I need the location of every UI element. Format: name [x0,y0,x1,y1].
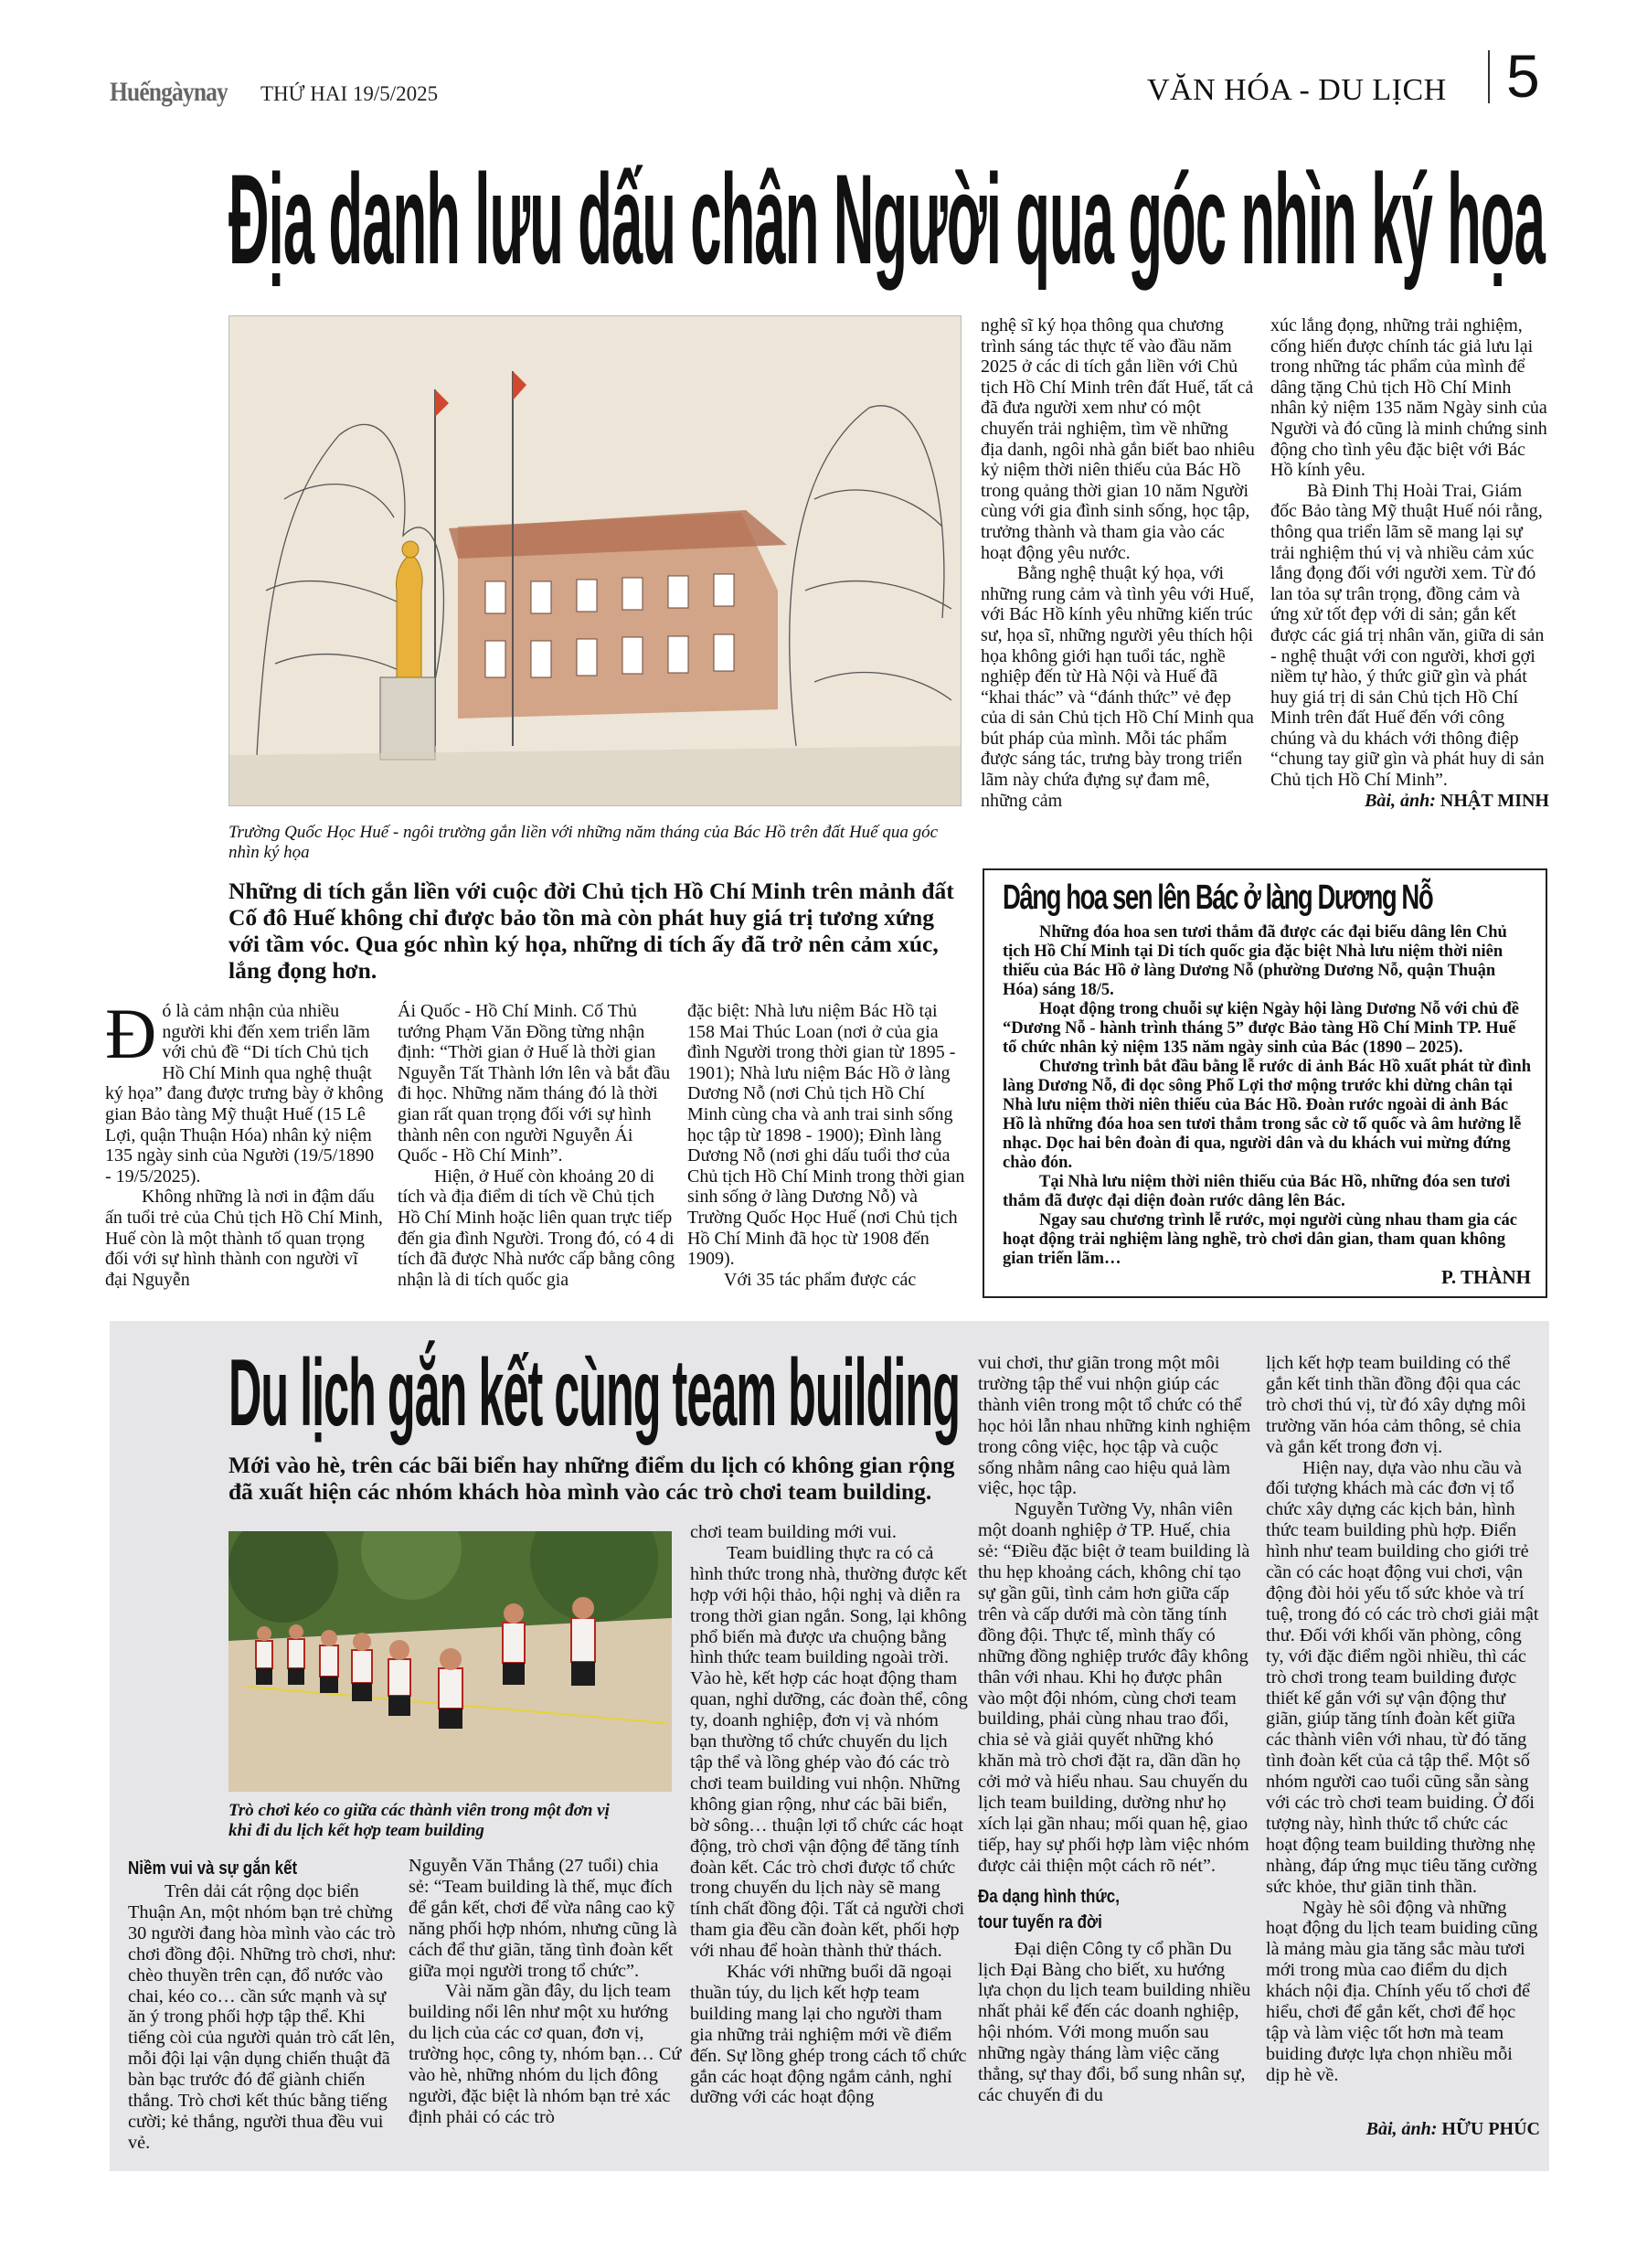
issue-date: THỨ HAI 19/5/2025 [260,82,439,105]
paragraph: Nguyễn Văn Thắng (27 tuổi) chia sẻ: “Team building là thế, mục đích để gắn kết, chơi để vừa nâng cao kỹ năng phối hợp nhóm, nhưng cũng là cách để thư giãn, tăng tình đoàn kết giữa mọi người trong tổ chức”. [409,1856,677,1981]
article1-lead: Những di tích gắn liền với cuộc đời Chủ tịch Hồ Chí Minh trên mảnh đất Cố đô Huế không chỉ được bảo tồn mà còn phát huy giá trị tương xứng với tầm vóc. Qua góc nhìn ký họa, những di tích ấy đã trở nên cảm xúc, lắng đọng hơn. [228,878,954,984]
paragraph: Hiện, ở Huế còn khoảng 20 di tích và địa điểm di tích về Chủ tịch Hồ Chí Minh hoặc liên quan trực tiếp đến gia đình Người. Trong đó, có 4 di tích đã được Nhà nước cấp bằng công nhận là di tích quốc gia [398,1166,675,1290]
article1-column-5 [1270,315,1549,811]
article2-column-1 [128,1856,402,2154]
article2-column-2 [409,1856,683,2128]
paragraph: Không những là nơi in đậm dấu ấn tuổi trẻ của Chủ tịch Hồ Chí Minh, Huế còn là một thành tố quan trọng đối với sự hình thành con người vĩ đại Nguyễn [105,1187,383,1290]
article2-byline [1266,2119,1540,2140]
byline-author: NHẬT MINH [1440,790,1549,811]
paragraph: Chương trình bắt đầu bằng lễ rước di ảnh Bác Hồ xuất phát từ đình làng Dương Nỗ, đi dọc sông Phổ Lợi thơ mộng trước khi dừng chân tại Nhà lưu niệm thời niên thiếu của Bác Hồ. Đoàn rước ngoài di ảnh Bác Hồ là những đóa hoa sen tươi thắm trong sắc cờ tổ quốc và âm hưởng lễ nhạc. Dọc hai bên đoàn đi qua, người dân và du khách vui mừng đứng chào đón. [1003,1058,1531,1172]
article1-sketch-image [228,315,962,806]
article1-column-1 [105,994,384,1290]
subheading-line: tour tuyến ra đời [978,1911,1102,1933]
paragraph: vui chơi, thư giãn trong một môi trường tập thể vui nhộn giúp các thành viên trong một tổ chức có thể học hỏi lẫn nhau những kinh nghiệm trong công việc, học tập và cuộc sống nhằm nâng cao hiệu quả làm việc, học tập. [978,1353,1251,1499]
paragraph: Team buidling thực ra có cả hình thức trong nhà, thường được kết hợp với hội thảo, hội nghị và diễn ra trong thời gian ngắn. Song, lại không phổ biến mà được ưa chuộng bằng hình thức team building ngoài trời. Vào hè, kết hợp các hoạt động tham quan, nghỉ dưỡng, các đoàn thể, công ty, doanh nghiệp, đơn vị và nhóm bạn thường tổ chức chuyến du lịch tập thể và lồng ghép vào đó các trò chơi team building vui nhộn. Những không gian rộng, như các bãi biển, bờ sông… thuận lợi tổ chức các hoạt động, trò chơi vận động để tăng tính đoàn kết. Các trò chơi được tổ chức trong chuyến du lịch này sẽ mang tính chất đồng đội. Tất cả người chơi tham gia đều cần đoàn kết, phối hợp với nhau để hoàn thành thử thách. [690,1542,968,1962]
paragraph: Tại Nhà lưu niệm thời niên thiếu của Bác Hồ, những đóa sen tươi thắm đã được đại diện đoàn rước dâng lên Bác. [1003,1173,1511,1210]
paragraph: ó là cảm nhận của nhiều người khi đến xem triển lãm với chủ đề “Di tích Chủ tịch Hồ Chí Minh qua nghệ thuật ký họa” đang được trưng bày ở không gian Bảo tàng Mỹ thuật Huế (15 Lê Lợi, quận Thuận Hóa) nhân kỷ niệm 135 ngày sinh của Người (19/5/1890 - 19/5/2025). [105,1001,384,1187]
paragraph: lịch kết hợp team building có thể gắn kết tinh thần đồng đội qua các trò chơi thú vị, từ đó xây dựng môi trường văn hóa cảm thông, sẻ chia và gắn kết trong đơn vị. [1266,1353,1526,1457]
paragraph: nghệ sĩ ký họa thông qua chương trình sáng tác thực tế vào đầu năm 2025 ở các di tích gắn liền với Chủ tịch Hồ Chí Minh trên đất Huế, tất cả đã đưa người xem như có một chuyến trải nghiệm, tìm về những địa danh, ngôi nhà gắn biết bao nhiêu kỷ niệm thời niên thiếu của Bác Hồ trong quảng thời gian 10 năm Người cùng với gia đình sinh sống, học tập, trưởng thành và tham gia vào các hoạt động yêu nước. [981,315,1255,563]
subheading [978,1884,1252,1935]
article1-column-4 [981,315,1255,811]
article2-title: Du lịch gắn kết cùng team building [228,1340,960,1446]
article1-byline [1270,791,1549,812]
article1-caption: Trường Quốc Học Huế - ngôi trường gắn liền với những năm tháng của Bác Hồ trên đất Huế qua góc nhìn ký họa [228,823,939,862]
header-divider [1488,50,1490,103]
paragraph: Ái Quốc - Hồ Chí Minh. Cố Thủ tướng Phạm Văn Đồng từng nhận định: “Thời gian ở Huế là thời gian Nguyễn Tất Thành lớn lên và bắt đầu đi học. Những năm tháng đó là thời gian rất quan trọng đối với sự hình thành nên con người Nguyễn Ái Quốc - Hồ Chí Minh”. [398,1001,671,1166]
paragraph: Nguyễn Tường Vy, nhân viên một doanh nghiệp ở TP. Huế, chia sẻ: “Điều đặc biệt ở team building là thu hẹp khoảng cách, không chỉ tạo sự gần gũi, tình cảm hơn giữa cấp trên và cấp dưới mà còn tăng tính đồng đội. Thực tế, mình thấy có những đồng nghiệp trước đây không thân với nhau. Khi họ được phân vào một đội nhóm, cùng chơi team building, phải cùng nhau trao đổi, chia sẻ và giải quyết những khó khăn mà trò chơi đặt ra, dần dần họ cởi mở và hiểu nhau. Sau chuyến du lịch team building, dường như họ xích lại gần nhau; mối quan hệ, giao tiếp, hay sự phối hợp làm việc nhóm được cải thiện một cách rõ nét”. [978,1499,1250,1876]
sketch-drawing [229,316,961,805]
article1-column-2 [398,1001,676,1290]
paragraph: Bà Đinh Thị Hoài Trai, Giám đốc Bảo tàng Mỹ thuật Huế nói rằng, thông qua triển lãm sẽ mang lại sự trải nghiệm thú vị và nhiều cảm xúc lắng đọng đối với người xem. Từ đó lan tỏa sự trân trọng, đồng cảm và ứng xử tốt đẹp với di sản; gắn kết được các giá trị nhân văn, giữa di sản - nghệ thuật với con người, khơi gợi niềm tự hào, ý thức giữ gìn và phát huy giá trị di sản Chủ tịch Hồ Chí Minh trên đất Huế đến với công chúng và du khách với thông điệp “chung tay giữ gìn và phát huy di sản Chủ tịch Hồ Chí Minh”. [1270,480,1545,791]
box-byline: P. THÀNH [1440,1266,1531,1288]
paragraph: xúc lắng đọng, những trải nghiệm, cống hiến được chính tác giả lưu lại trong những tác phẩm của mình để dâng tặng Chủ tịch Hồ Chí Minh nhân kỷ niệm 135 năm Ngày sinh của Người và đó cũng là minh chứng sinh động cho tình yêu đặc biệt với Bác Hồ kính yêu. [1270,315,1547,481]
box-title: Dâng hoa sen lên Bác ở làng Dương Nỗ [1003,878,1433,917]
newspaper-logo: Huếngàynay [110,77,228,107]
paragraph: Hoạt động trong chuỗi sự kiện Ngày hội làng Dương Nỗ với chủ đề “Dương Nỗ - hành trình tháng 5” được Bảo tàng Hồ Chí Minh TP. Huế tổ chức nhân kỷ niệm 135 năm ngày sinh của Bác (1890 – 2025). [1003,1000,1519,1057]
box-body [1003,923,1533,1269]
paragraph: Hiện nay, dựa vào nhu cầu và đối tượng khách mà các đơn vị tổ chức xây dựng các kịch bản, hình thức team building phù hợp. Điển hình như team building cho giới trẻ cần có các hoạt động vui chơi, vận động đòi hỏi yếu tố sức khỏe và trí tuệ, trong đó có các trò chơi giải mật thư. Đối với khối văn phòng, công ty, với đặc điểm ngồi nhiều, thì các trò chơi trong team building được thiết kế gắn với sự vận động thư giãn, giúp tăng tính đoàn kết giữa các thành viên với nhau, từ đó tăng tình đoàn kết của cả tập thể. Một số nhóm người cao tuổi cũng sẵn sàng với các trò chơi team buiding. Ở đối tượng này, hình thức tổ chức các hoạt động team building thường nhẹ nhàng, đáp ứng mục tiêu tăng cường sức khỏe, thư giãn tinh thần. [1266,1457,1539,1897]
byline-label: Bài, ảnh: [1365,2118,1438,2139]
article2-caption: Trò chơi kéo co giữa các thành viên trong một đơn vị khi đi du lịch kết hợp team building [228,1801,610,1840]
paragraph: Đại diện Công ty cổ phần Du lịch Đại Bàng cho biết, xu hướng lựa chọn du lịch team building nhiều nhất phải kể đến các doanh nghiệp, hội nhóm. Với mong muốn sau những ngày tháng làm việc căng thẳng, sự thay đổi, bổ sung nhân sự, các chuyến đi du [978,1938,1251,2105]
paragraph: chơi team building mới vui. [690,1522,897,1542]
paragraph: Trên dải cát rộng dọc biển Thuận An, một nhóm bạn trẻ chừng 30 người đang hòa mình vào các trò chơi đồng đội. Những trò chơi, như: chèo thuyền trên cạn, đổ nước vào chai, kéo co… cần sức mạnh và sự ăn ý trong phối hợp tập thể. Khi tiếng còi của người quản trò cất lên, mỗi đội lại vận dụng chiến thuật đã bàn bạc trước đó để giành chiến thắng. Trò chơi kết thúc bằng tiếng cười; kẻ thắng, người thua đều vui vẻ. [128,1881,397,2153]
paragraph: Với 35 tác phẩm được các [724,1269,917,1290]
article2-column-5 [1266,1353,1540,2140]
page-number: 5 [1506,42,1540,110]
section-name: VĂN HÓA - DU LỊCH [1147,73,1447,107]
paragraph: Ngày hè sôi động và những hoạt động du lịch team buiding cũng là mảng màu gia tăng sắc màu tươi mới trong mùa cao điểm du dịch khách nội địa. Chính yếu tố chơi để hiểu, chơi để gắn kết, chơi để học tập và làm việc tốt hơn mà team buiding được lựa chọn nhiều mỗi dịp hè về. [1266,1897,1538,2085]
article2-column-4 [978,1353,1252,2106]
article1-title: Địa danh lưu dấu chân Người qua góc nhìn ký họa [228,147,1545,291]
article1-column-3 [687,1001,966,1290]
drop-cap: Đ [105,994,157,1073]
subheading-line: Đa dạng hình thức, [978,1886,1120,1907]
tug-of-war-photo [228,1531,672,1792]
paragraph: Vài năm gần đây, du lịch team building nổi lên như một xu hướng du lịch của các cơ quan, đơn vị, trường học, công ty, nhóm bạn… Cứ vào hè, những nhóm du lịch đông người, đặc biệt là nhóm bạn trẻ xác định phải có các trò [409,1981,682,2127]
paragraph: Bằng nghệ thuật ký họa, với những rung cảm và tình yêu với Huế, với Bác Hồ kính yêu những kiến trúc sư, họa sĩ, những người yêu thích hội họa không giới hạn tuổi tác, nghề nghiệp đến từ Hà Nội và Huế đã “khai thác” và “đánh thức” vẻ đẹp của di sản Chủ tịch Hồ Chí Minh qua bút pháp của mình. Mỗi tác phẩm được sáng tác, trưng bày trong triển lãm này chứa đựng sự đam mê, những cảm [981,563,1255,811]
article2-photo [228,1531,672,1792]
paragraph: Ngay sau chương trình lễ rước, mọi người cùng nhau tham gia các hoạt động trải nghiệm làng nghề, trò chơi dân gian, tham quan không gian triển lãm… [1003,1211,1517,1268]
paragraph: Khác với những buổi dã ngoại thuần túy, du lịch kết hợp team building mang lại cho người tham gia những trải nghiệm mới về điểm đến. Sự lồng ghép trong cách tổ chức gắn các hoạt động ngắm cảnh, nghỉ dưỡng với các hoạt động [690,1962,967,2108]
paragraph: đặc biệt: Nhà lưu niệm Bác Hồ tại 158 Mai Thúc Loan (nơi ở của gia đình Người trong thời gian từ 1895 - 1901); Nhà lưu niệm Bác Hồ ở làng Dương Nỗ (nơi Chủ tịch Hồ Chí Minh cùng cha và anh trai sinh sống học tập từ 1898 - 1900); Đình làng Dương Nỗ (nơi ghi dấu tuổi thơ của Chủ tịch Hồ Chí Minh trong thời gian sinh sống ở làng Dương Nỗ) và Trường Quốc Học Huế (nơi Chủ tịch Hồ Chí Minh đã học từ 1908 đến 1909). [687,1001,965,1270]
subheading: Niềm vui và sự gắn kết [128,1858,298,1879]
article2-lead: Mới vào hè, trên các bãi biển hay những điểm du lịch có không gian rộng đã xuất hiện các nhóm khách hòa mình vào các trò chơi team building. [228,1452,955,1505]
byline-label: Bài, ảnh: [1365,790,1436,811]
article2-column-3 [690,1522,969,2108]
paragraph: Những đóa hoa sen tươi thắm đã được các đại biểu dâng lên Chủ tịch Hồ Chí Minh tại Di tích quốc gia đặc biệt Nhà lưu niệm thời niên thiếu của Bác Hồ ở làng Dương Nỗ (phường Dương Nỗ, quận Thuận Hóa) sáng 18/5. [1003,923,1507,999]
byline-author: HỮU PHÚC [1441,2118,1540,2139]
